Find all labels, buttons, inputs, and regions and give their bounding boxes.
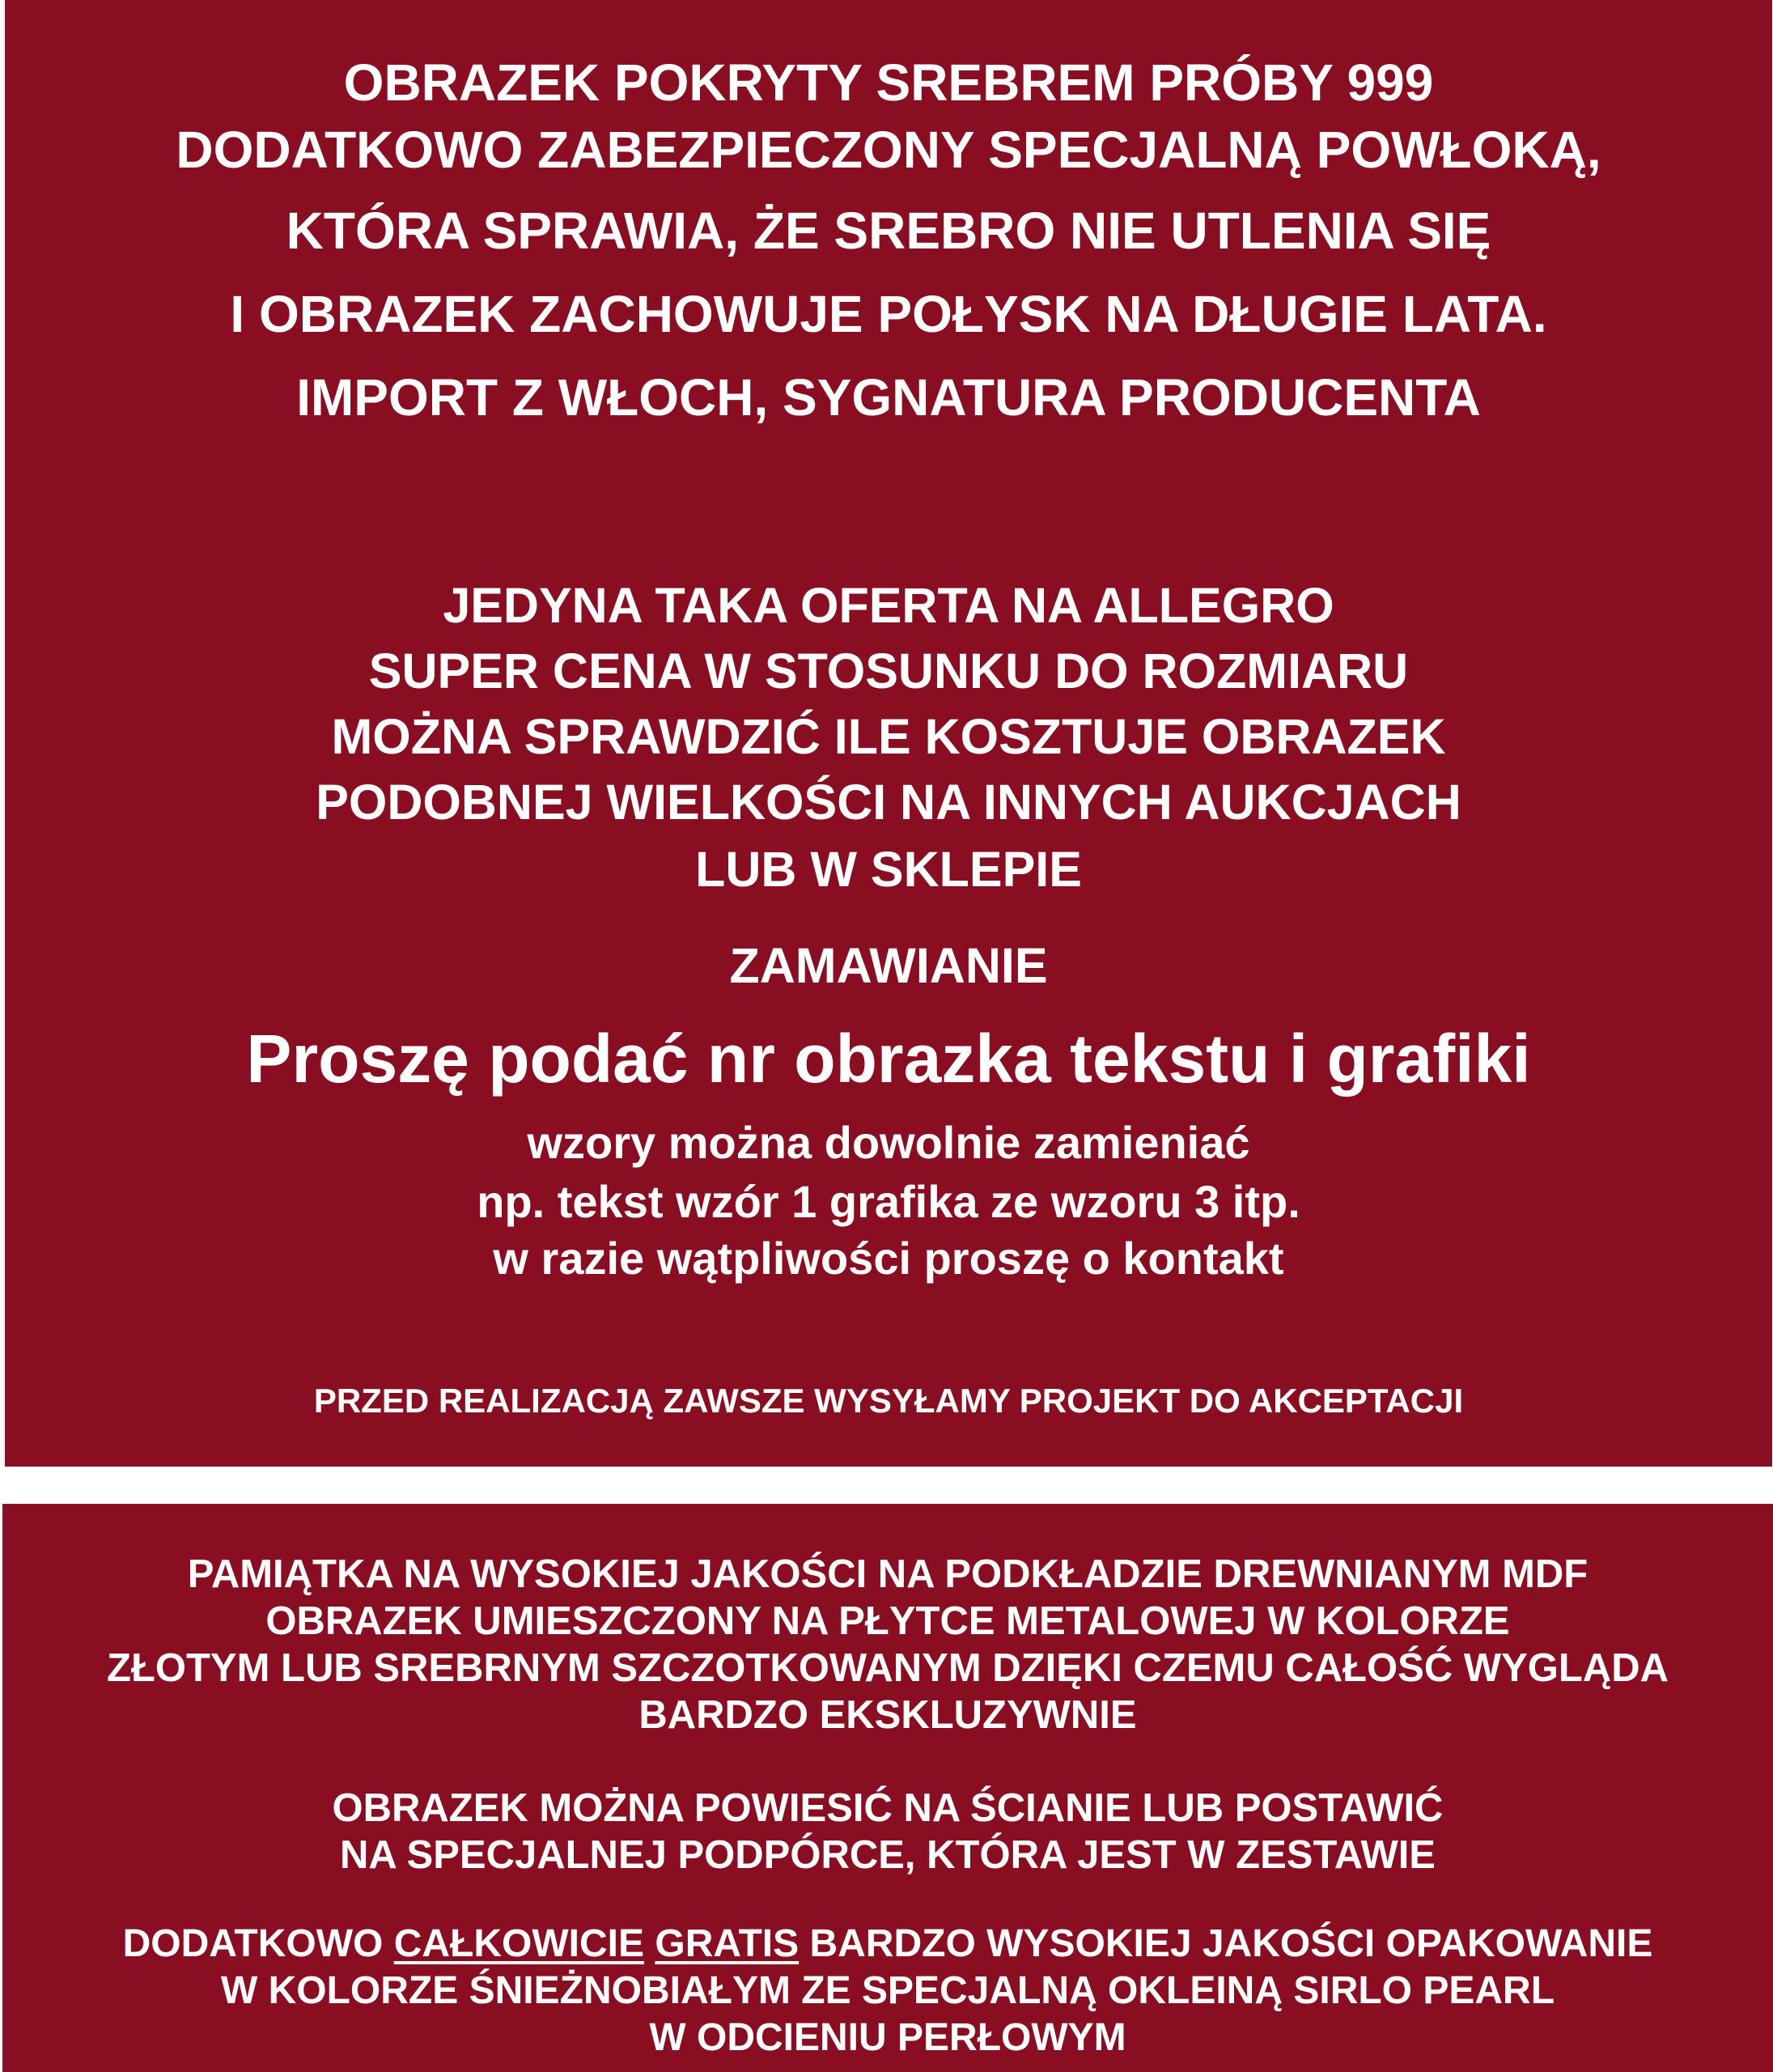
order-note: wzory można dowolnie zamieniać [527,1117,1250,1168]
intro-line: DODATKOWO ZABEZPIECZONY SPECJALNĄ POWŁOKĄ, [176,121,1601,179]
intro-line: I OBRAZEK ZACHOWUJE POŁYSK NA DŁUGIE LATA. [230,285,1547,343]
offer-line: LUB W SKLEPIE [695,842,1082,897]
mounting-line: OBRAZEK MOŻNA POWIESIĆ NA ŚCIANIE LUB POSTAWIĆ [332,1786,1444,1830]
intro-line: IMPORT Z WŁOCH, SYGNATURA PRODUCENTA [296,368,1481,427]
offer-line: PODOBNEJ WIELKOŚCI NA INNYCH AUKCJACH [316,775,1461,830]
packaging-line: W ODCIENIU PERŁOWYM [649,2016,1126,2059]
offer-line: SUPER CENA W STOSUNKU DO ROZMIARU [368,643,1409,698]
offer-line: JEDYNA TAKA OFERTA NA ALLEGRO [443,578,1334,633]
approval-notice: PRZED REALIZACJĄ ZAWSZE WYSYŁAMY PROJEKT DO AKCEPTACJI [313,1382,1464,1420]
underlined-completely: CAŁKOWICIE [393,1922,645,1965]
order-note: w razie wątpliwości proszę o kontakt [493,1233,1284,1284]
order-note: np. tekst wzór 1 grafika ze wzoru 3 itp. [477,1176,1300,1227]
bottom-info-panel [2,1504,1773,2072]
intro-line: KTÓRA SPRAWIA, ŻE SREBRO NIE UTLENIA SIĘ [286,202,1491,260]
product-desc-line: OBRAZEK UMIESZCZONY NA PŁYTCE METALOWEJ W KOLORZE [265,1599,1510,1643]
packaging-text: DODATKOWO [122,1922,394,1965]
packaging-line: W KOLORZE ŚNIEŻNOBIAŁYM ZE SPECJALNĄ OKLEINĄ SIRLO PEARL [220,1969,1555,2012]
packaging-text: BARDZO WYSOKIEJ JAKOŚCI OPAKOWANIE [799,1922,1653,1965]
underlined-free: GRATIS [655,1922,800,1965]
order-instruction: Proszę podać nr obrazka tekstu i grafiki [246,1021,1531,1097]
intro-line: OBRAZEK POKRYTY SREBREM PRÓBY 999 [343,53,1434,112]
top-info-panel [5,0,1772,1467]
packaging-line [2,1922,1773,1965]
mounting-line: NA SPECJALNEJ PODPÓRCE, KTÓRA JEST W ZESTAWIE [339,1833,1436,1877]
product-desc-line: PAMIĄTKA NA WYSOKIEJ JAKOŚCI NA PODKŁADZIE DREWNIANYM MDF [187,1552,1588,1596]
product-desc-line: BARDZO EKSKLUZYWNIE [638,1693,1137,1737]
product-desc-line: ZŁOTYM LUB SREBRNYM SZCZOTKOWANYM DZIĘKI CZEMU CAŁOŚĆ WYGLĄDA [107,1646,1669,1690]
packaging-text [644,1922,655,1965]
order-heading: ZAMAWIANIE [729,938,1048,993]
offer-line: MOŻNA SPRAWDZIĆ ILE KOSZTUJE OBRAZEK [331,709,1446,764]
